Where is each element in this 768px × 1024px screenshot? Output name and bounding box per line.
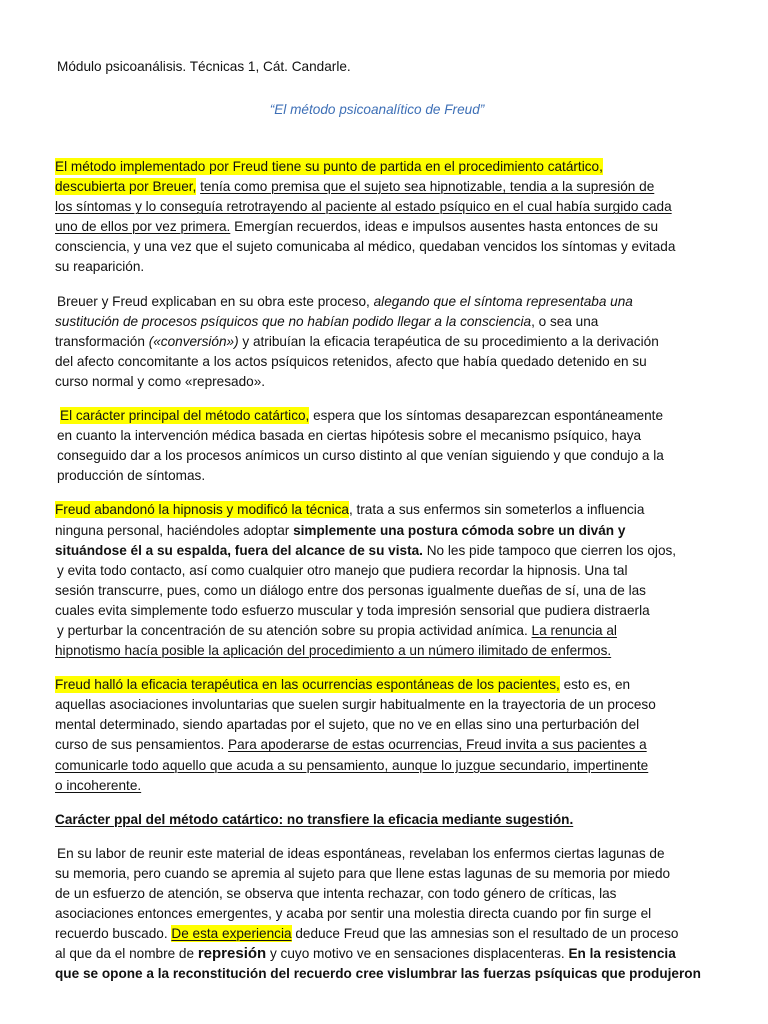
text-line [55, 561, 755, 581]
body-text: aquellas asociaciones involuntarias que suelen surgir habitualmente en la trayectoria de un proceso [55, 697, 656, 713]
bold-keyword: represión [197, 945, 267, 963]
body-text: ninguna personal, haciéndoles adoptar [55, 522, 294, 538]
bold-text: situándose él a su espalda, fuera del alcance de su vista. [55, 542, 423, 558]
text-line [55, 776, 755, 796]
text-line [55, 332, 755, 352]
text-line [55, 446, 755, 466]
body-text: y evita todo contacto, así como cualquier otro manejo que pudiera recordar la hipnosis. Una tal [57, 562, 628, 578]
text-line [55, 372, 755, 392]
italic-text: sustitución de procesos psíquicos que no habían podido llegar a la consciencia [55, 313, 532, 329]
text-line [55, 884, 755, 904]
text-line [55, 177, 755, 197]
body-text: mental determinado, siendo apartadas por el sujeto, que no ve en ellas sino una perturbación del [55, 717, 640, 733]
body-text: asociaciones entonces emergentes, y acaba por sentir una molestia directa cuando por fin surge el [55, 906, 652, 922]
text-line [55, 621, 755, 641]
text-line [55, 964, 755, 984]
paragraph-5 [55, 675, 755, 796]
body-text: deduce Freud que las amnesias son el resultado de un proceso [291, 926, 679, 942]
highlighted-text: Freud halló la eficacia terapéutica en las ocurrencias espontáneas de los pacientes, [55, 677, 560, 693]
body-text: , o sea una [531, 313, 599, 329]
text-line [55, 601, 755, 621]
paragraph-6 [55, 810, 755, 830]
paragraph-4 [55, 500, 755, 661]
text-line [55, 197, 755, 217]
body-text: , trata a sus enfermos sin someterlos a influencia [348, 502, 645, 518]
highlighted-underlined-text: De esta experiencia [171, 926, 292, 942]
text-line [55, 541, 755, 561]
underlined-text: o incoherente. [55, 777, 142, 793]
text-line [55, 675, 755, 695]
body-text: recuerdo buscado. [55, 926, 172, 942]
text-line [55, 217, 755, 237]
body-text: y cuyo motivo ve en sensaciones displacenteras. [266, 946, 569, 962]
text-line [55, 312, 755, 332]
body-text: sesión transcurre, pues, como un diálogo entre dos personas igualmente dueñas de sí, una de las [55, 582, 646, 598]
underlined-text: tenía como premisa que el sujeto sea hipnotizable, tendia a la supresión de [200, 179, 655, 195]
body-text: curso normal y como «represado». [55, 373, 266, 389]
text-line [55, 864, 755, 884]
text-line [55, 715, 755, 735]
body-text: su reaparición. [55, 259, 145, 275]
body-text: de un esfuerzo de atención, se observa que intenta rechazar, con todo género de críticas, las [55, 886, 617, 901]
underlined-text: los síntomas y lo conseguía retrotrayendo al paciente al estado psíquico en el cual había surgido cada [55, 199, 672, 215]
bold-text: que se opone a la reconstitución del recuerdo cree vislumbrar las fuerzas psíquicas que produjeron [55, 966, 701, 982]
text-line [55, 844, 755, 864]
body-text: conseguido dar a los procesos anímicos un curso distinto al que venían siguiendo y que condujo a la [57, 448, 664, 464]
text-line [55, 924, 755, 944]
body-text: y atribuían la eficacia terapéutica de su procedimiento a la derivación [238, 333, 659, 349]
paragraph-2 [55, 292, 755, 392]
body-text: en cuanto la intervención médica basada en ciertas hipótesis sobre el mecanismo psíquico, haya [57, 428, 642, 444]
bold-underlined-heading: Carácter ppal del método catártico: no transfiere la eficacia mediante sugestión. [55, 811, 574, 827]
text-line [55, 237, 755, 257]
text-line [55, 257, 755, 277]
text-line [55, 292, 755, 312]
body-text: espera que los síntomas desaparezcan espontáneamente [309, 408, 664, 424]
underlined-text: hipnotismo hacía posible la aplicación del procedimiento a un número ilimitado de enfermos. [55, 643, 612, 659]
highlighted-text: El método implementado por Freud tiene su punto de partida en el procedimiento catártico, [55, 159, 603, 174]
text-line [55, 810, 755, 830]
paragraph-3 [55, 406, 755, 486]
text-line [55, 735, 755, 755]
body-text: No les pide tampoco que cierren los ojos, [422, 542, 677, 558]
text-line [55, 581, 755, 601]
document-title: “El método psicoanalítico de Freud” [269, 102, 485, 117]
body-text: curso de sus pensamientos. [55, 737, 229, 753]
underlined-text: uno de ellos por vez primera. [55, 219, 231, 235]
text-line [55, 904, 755, 924]
highlighted-text: El carácter principal del método catártico, [60, 408, 310, 424]
text-line [55, 426, 755, 446]
paragraph-7 [55, 844, 755, 985]
document-header: Módulo psicoanálisis. Técnicas 1, Cát. Candarle. [57, 59, 351, 74]
text-line [55, 695, 755, 715]
italic-text: alegando que el síntoma representaba una [373, 293, 633, 309]
body-text: al que da el nombre de [55, 946, 198, 962]
bold-text: simplemente una postura cómoda sobre un diván y [293, 522, 626, 538]
text-line [55, 521, 755, 541]
highlighted-text: descubierta por Breuer, [55, 179, 197, 195]
body-text: del afecto concomitante a los actos psíquicos retenidos, afecto que había quedado detenido en su [55, 353, 647, 369]
underlined-text: comunicarle todo aquello que acuda a su pensamiento, aunque lo juzgue secundario, impertinente [55, 757, 649, 773]
text-line [55, 157, 755, 177]
text-line [55, 406, 755, 426]
text-line [55, 944, 755, 964]
text-line [55, 466, 755, 486]
body-text: cuales evita simplemente todo esfuerzo muscular y toda impresión sensorial que pudiera distraerla [55, 602, 650, 618]
body-text: En su labor de reunir este material de ideas espontáneas, revelaban los enfermos ciertas lagunas de [57, 845, 665, 861]
body-text: Emergían recuerdos, ideas e impulsos ausentes hasta entonces de su [230, 219, 659, 235]
body-text: esto es, en [559, 677, 631, 693]
highlighted-text: Freud abandonó la hipnosis y modificó la técnica [55, 502, 349, 518]
body-text: producción de síntomas. [57, 468, 206, 484]
text-line [55, 756, 755, 776]
body-text: y perturbar la concentración de su atención sobre su propia actividad anímica. [57, 622, 532, 638]
underlined-text: Para apoderarse de estas ocurrencias, Freud invita a sus pacientes a [228, 737, 647, 753]
body-text: su memoria, pero cuando se apremia al sujeto para que llene estas lagunas de su memoria por miedo [55, 865, 671, 881]
text-line [55, 352, 755, 372]
body-text: transformación [55, 333, 149, 349]
text-line [55, 641, 755, 661]
underlined-text: La renuncia al [531, 622, 617, 638]
text-line [55, 500, 755, 520]
document-body [55, 157, 755, 998]
body-text: Breuer y Freud explicaban en su obra este proceso, [57, 293, 374, 309]
bold-text: En la resistencia [568, 946, 676, 962]
body-text: consciencia, y una vez que el sujeto comunicaba al médico, quedaban vencidos los síntomas y evitada [55, 239, 676, 255]
paragraph-1 [55, 157, 755, 278]
italic-text: («conversión») [148, 333, 239, 349]
